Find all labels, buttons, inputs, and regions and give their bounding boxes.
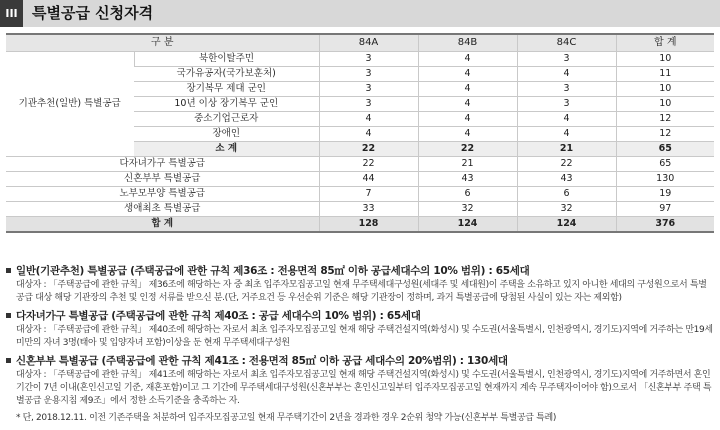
header-84a: 84A — [319, 34, 418, 52]
note-body: 대상자 : 「주택공급에 관한 규칙」 제36조에 해당하는 자 중 최초 입주자모집공고일 현재 무주택세대구성원(세대주 및 세대원)이 주택을 소유하고 있지 아니한 세대의 구성원으로서 특별공급 대상 해당 기관장의 추천 및 인정 서류를 받으신 분.(단, 거주요건 등 우선순위 기준은 해당 기관장이 정하며, 과거 특별공급에 당첨된 사실이 있는 자는 제외함) — [16, 280, 707, 303]
total-label: 합 계 — [6, 217, 319, 233]
total-row — [6, 217, 714, 233]
cell: 4 — [517, 112, 616, 127]
section-number: III — [0, 0, 23, 27]
row-label: 중소기업근로자 — [134, 112, 319, 127]
cell: 21 — [418, 157, 517, 172]
cell: 43 — [418, 172, 517, 187]
cell: 10 — [616, 97, 714, 112]
note-newlywed — [6, 354, 714, 408]
note-heading: 신혼부부 특별공급 (주택공급에 관한 규칙 제41조 : 전용면적 85㎡ 이하 공급 세대수의 20%범위) : 130세대 — [16, 355, 508, 367]
subtotal-label: 소 계 — [134, 142, 319, 157]
cell: 4 — [319, 127, 418, 142]
cell: 4 — [418, 97, 517, 112]
table-row — [6, 157, 714, 172]
cell: 32 — [517, 202, 616, 217]
cell: 3 — [517, 52, 616, 67]
note-heading: 다자녀가구 특별공급 (주택공급에 관한 규칙 제40조 : 공급 세대수의 10% 범위) : 65세대 — [16, 310, 421, 322]
cell: 22 — [319, 157, 418, 172]
group-label: 기관추천(일반) 특별공급 — [6, 52, 134, 157]
header-84c: 84C — [517, 34, 616, 52]
cell: 19 — [616, 187, 714, 202]
cell: 4 — [319, 112, 418, 127]
row-label: 노부모부양 특별공급 — [6, 187, 319, 202]
cell: 124 — [517, 217, 616, 233]
note-multichild — [6, 309, 714, 350]
cell: 4 — [418, 67, 517, 82]
cell: 4 — [517, 127, 616, 142]
row-label: 북한이탈주민 — [134, 52, 319, 67]
cell: 130 — [616, 172, 714, 187]
section-title-bar — [0, 0, 720, 27]
cell: 22 — [517, 157, 616, 172]
section-title: 특별공급 신청자격 — [32, 4, 154, 22]
header-84b: 84B — [418, 34, 517, 52]
cell: 4 — [517, 67, 616, 82]
row-label: 신혼부부 특별공급 — [6, 172, 319, 187]
note-heading: 일반(기관추천) 특별공급 (주택공급에 관한 규칙 제36조 : 전용면적 85㎡ 이하 공급세대수의 10% 범위) : 65세대 — [16, 265, 530, 277]
cell: 43 — [517, 172, 616, 187]
row-label: 다자녀가구 특별공급 — [6, 157, 319, 172]
cell: 124 — [418, 217, 517, 233]
cell: 3 — [517, 82, 616, 97]
cell: 33 — [319, 202, 418, 217]
cell: 65 — [616, 157, 714, 172]
cell: 11 — [616, 67, 714, 82]
cell: 3 — [319, 52, 418, 67]
row-label: 장애인 — [134, 127, 319, 142]
cell: 22 — [319, 142, 418, 157]
row-label: 국가유공자(국가보훈처) — [134, 67, 319, 82]
cell: 97 — [616, 202, 714, 217]
cell: 3 — [517, 97, 616, 112]
cell: 3 — [319, 82, 418, 97]
cell: 3 — [319, 97, 418, 112]
special-supply-table — [6, 33, 714, 233]
cell: 65 — [616, 142, 714, 157]
cell: 4 — [418, 82, 517, 97]
cell: 4 — [418, 112, 517, 127]
row-label: 10년 이상 장기복무 군인 — [134, 97, 319, 112]
cell: 22 — [418, 142, 517, 157]
square-bullet-icon — [6, 358, 11, 363]
cell: 10 — [616, 52, 714, 67]
cell: 21 — [517, 142, 616, 157]
note-body: 대상자 : 「주택공급에 관한 규칙」 제40조에 해당하는 자로서 최초 입주자모집공고일 현재 해당 주택건설지역(화성시) 및 수도권(서울특별시, 인천광역시, 경기도)지역에 거주하는 만19세 미만의 자녀 3명(태아 및 입양자녀 포함)이상을 둔 현재 무주택세대구성원 — [16, 325, 713, 348]
table-row — [6, 202, 714, 217]
note-body: 대상자 : 「주택공급에 관한 규칙」 제41조에 해당하는 자로서 최초 입주자모집공고일 현재 해당 주택건설지역(화성시) 및 수도권(서울특별시, 인천광역시, 경기도)지역에 거주하면서 혼인 기간이 7년 이내(혼인신고일 기준, 재혼포함)이고 그 기간에 무주택세대구성원(신혼부부는 혼인신고일부터 입주자모집공고일 현재까지 계속 무주택자이어야 함)으로서 「신혼부부 주택 특별공급 운용지침 제9조」에서 정한 소득기준을 충족하는 자. — [16, 370, 712, 406]
row-label: 생애최초 특별공급 — [6, 202, 319, 217]
header-sum: 합 계 — [616, 34, 714, 52]
eligibility-notes — [6, 264, 714, 425]
cell: 128 — [319, 217, 418, 233]
header-category: 구 분 — [6, 34, 319, 52]
square-bullet-icon — [6, 313, 11, 318]
footnote: * 단, 2018.12.11. 이전 기존주택을 처분하여 입주자모집공고일 현재 무주택기간이 2년을 경과한 경우 2순위 청약 가능(신혼부부 특별공급 특례) — [16, 413, 556, 423]
cell: 7 — [319, 187, 418, 202]
row-label: 장기복무 제대 군인 — [134, 82, 319, 97]
cell: 32 — [418, 202, 517, 217]
table-row — [6, 187, 714, 202]
cell: 44 — [319, 172, 418, 187]
cell: 12 — [616, 112, 714, 127]
cell: 6 — [517, 187, 616, 202]
cell: 3 — [319, 67, 418, 82]
cell: 6 — [418, 187, 517, 202]
note-institution — [6, 264, 714, 305]
square-bullet-icon — [6, 268, 11, 273]
cell: 4 — [418, 52, 517, 67]
cell: 10 — [616, 82, 714, 97]
cell: 376 — [616, 217, 714, 233]
table-header-row — [6, 34, 714, 52]
cell: 4 — [418, 127, 517, 142]
cell: 12 — [616, 127, 714, 142]
table-row — [6, 52, 714, 67]
table-row — [6, 172, 714, 187]
